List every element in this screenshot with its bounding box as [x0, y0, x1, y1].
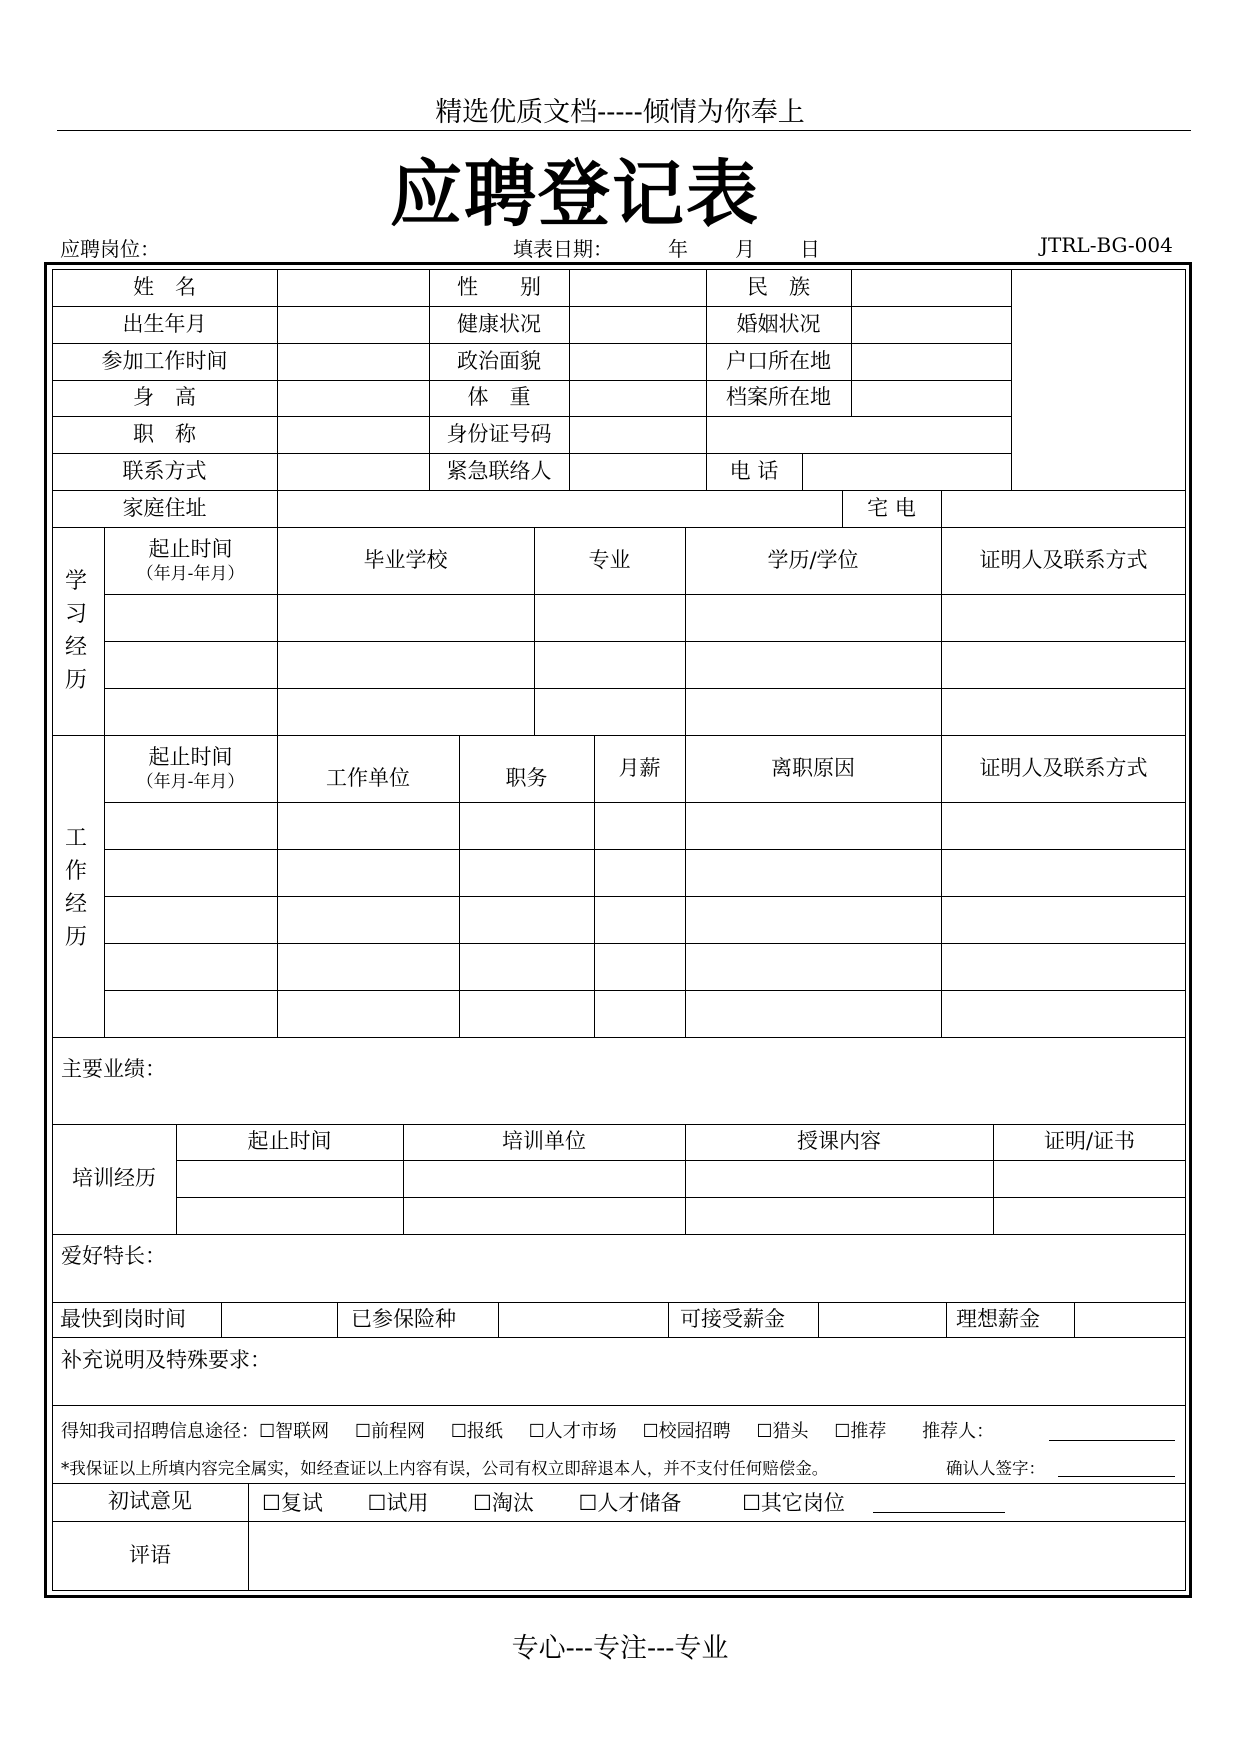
- home-phone-label: 宅 电: [867, 495, 916, 520]
- edu-period-header: 起止时间 （年月-年月）: [136, 536, 245, 585]
- weight-label: 体 重: [467, 385, 531, 410]
- education-side-label: 学 习 经 历: [64, 569, 87, 693]
- training-content-header: 授课内容: [797, 1129, 881, 1154]
- acceptable-salary-label: 可接受薪金: [680, 1306, 785, 1331]
- source-option: 校园招聘: [658, 1421, 731, 1442]
- political-label: 政治面貌: [457, 348, 541, 373]
- health-label: 健康状况: [457, 311, 541, 336]
- source-row: [61, 1417, 994, 1443]
- address-label: 家庭住址: [122, 495, 207, 520]
- declaration-text: *我保证以上所填内容完全属实，如经查证以上内容有误，公司有权立即辞退本人，并不支付任何赔偿金。: [61, 1459, 829, 1478]
- source-option: 推荐: [850, 1421, 887, 1442]
- ethnicity-label: 民 族: [747, 274, 810, 299]
- checkbox-icon: ☐: [354, 1421, 372, 1442]
- month-label: 月: [735, 237, 755, 261]
- height-label: 身 高: [133, 385, 196, 410]
- review-option: 淘汰: [491, 1491, 534, 1515]
- training-label: 培训经历: [72, 1166, 156, 1191]
- day-label: 日: [800, 237, 820, 261]
- phone-label: 电 话: [729, 458, 779, 483]
- contact-label: 联系方式: [122, 458, 207, 483]
- edu-school-header: 毕业学校: [363, 547, 448, 572]
- page-title: 应聘登记表: [389, 152, 760, 236]
- checkbox-icon: ☐: [834, 1421, 851, 1442]
- ideal-salary-label: 理想薪金: [956, 1306, 1040, 1331]
- review-option: 其它岗位: [760, 1491, 845, 1515]
- checkbox-icon: ☐: [756, 1421, 773, 1442]
- signature-label: 确认人签字：: [946, 1459, 1045, 1478]
- marital-label: 婚姻状况: [736, 311, 821, 336]
- checkbox-icon: ☐: [578, 1491, 598, 1515]
- first-review-options: [262, 1487, 845, 1517]
- review-option: 人才储备: [597, 1491, 682, 1515]
- position-label: 应聘岗位：: [60, 237, 160, 261]
- id-number-label: 身份证号码: [446, 421, 552, 446]
- work-leave-reason-header: 离职原因: [771, 755, 855, 780]
- work-reference-header: 证明人及联系方式: [979, 755, 1148, 780]
- checkbox-icon: ☐: [259, 1421, 276, 1442]
- source-option: 智联网: [275, 1421, 330, 1442]
- first-review-label: 初试意见: [108, 1489, 192, 1514]
- training-certificate-header: 证明/证书: [1043, 1129, 1136, 1154]
- source-option: 报纸: [466, 1421, 503, 1442]
- source-option: 人才市场: [544, 1421, 617, 1442]
- work-company-header: 工作单位: [326, 765, 410, 790]
- checkbox-icon: ☐: [450, 1421, 467, 1442]
- source-label: 得知我司招聘信息途径：: [61, 1421, 259, 1442]
- edu-major-header: 专业: [588, 547, 631, 572]
- referrer-label: 推荐人：: [922, 1421, 995, 1442]
- checkbox-icon: ☐: [528, 1421, 545, 1442]
- work-start-label: 参加工作时间: [101, 348, 228, 373]
- source-option: 前程网: [371, 1421, 426, 1442]
- checkbox-icon: ☐: [473, 1491, 492, 1515]
- gender-label: 性 别: [457, 274, 541, 299]
- hukou-label: 户口所在地: [726, 348, 831, 373]
- review-option: 试用: [386, 1491, 429, 1515]
- edu-degree-header: 学历/学位: [767, 547, 859, 572]
- emergency-label: 紧急联络人: [446, 458, 552, 483]
- year-label: 年: [668, 237, 688, 261]
- insurance-label: 已参保险种: [351, 1306, 456, 1331]
- edu-reference-header: 证明人及联系方式: [979, 547, 1148, 572]
- work-salary-header: 月薪: [618, 755, 661, 780]
- form-code: JTRL-BG-004: [1040, 233, 1173, 257]
- training-institution-header: 培训单位: [502, 1129, 586, 1154]
- name-label: 姓 名: [133, 274, 196, 299]
- training-period-header: 起止时间: [247, 1129, 332, 1154]
- page-footer: 专心---专注---专业: [511, 1633, 729, 1664]
- page-header-text: 精选优质文档-----倾情为你奉上: [435, 97, 805, 128]
- birth-label: 出生年月: [122, 311, 207, 336]
- checkbox-icon: ☐: [262, 1491, 281, 1515]
- checkbox-icon: ☐: [367, 1491, 387, 1515]
- header-divider: [57, 130, 1191, 131]
- work-position-header: 职务: [505, 765, 548, 790]
- earliest-start-label: 最快到岗时间: [60, 1306, 186, 1331]
- date-label: 填表日期：: [513, 237, 613, 261]
- notes-label: 补充说明及特殊要求：: [61, 1348, 271, 1372]
- title-label: 职 称: [133, 421, 196, 446]
- achievements-label: 主要业绩：: [61, 1057, 166, 1081]
- work-period-header: 起止时间 （年月-年月）: [136, 744, 245, 793]
- hobbies-label: 爱好特长：: [61, 1244, 166, 1268]
- work-side-label: 工 作 经 历: [64, 826, 87, 950]
- review-option: 复试: [280, 1491, 323, 1515]
- checkbox-icon: ☐: [742, 1491, 761, 1515]
- checkbox-icon: ☐: [642, 1421, 659, 1442]
- source-option: 猎头: [772, 1421, 809, 1442]
- archive-label: 档案所在地: [726, 385, 831, 410]
- comment-label: 评语: [129, 1543, 171, 1568]
